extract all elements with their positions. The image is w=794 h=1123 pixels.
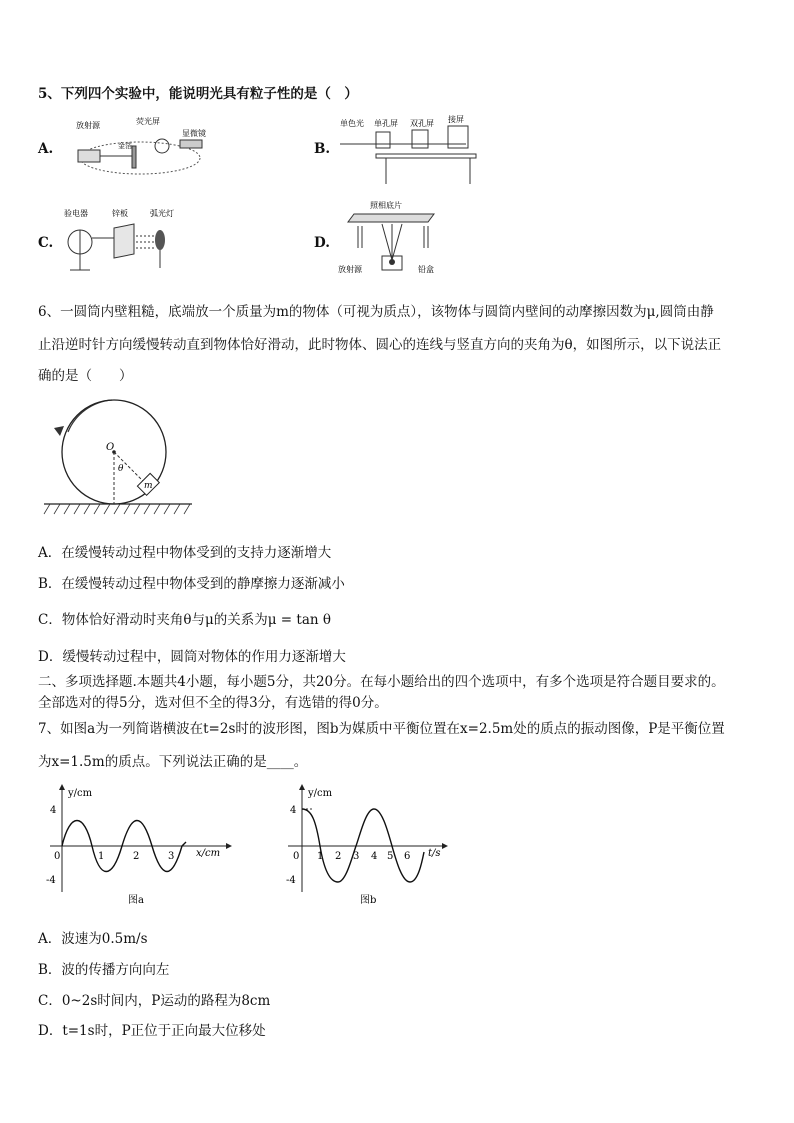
- q7-b-xlabel: t/s: [428, 848, 441, 859]
- q5-b-label-single-slit: 单孔屏: [374, 119, 398, 128]
- q5-b-label-double-slit: 双孔屏: [410, 119, 434, 128]
- q7-b-xtick-1: 1: [317, 851, 324, 862]
- q5-figure-d: [336, 198, 456, 278]
- q7-b-ytick-bottom: -4: [286, 875, 296, 886]
- q7-option-b[interactable]: B．波的传播方向向左: [38, 962, 170, 978]
- q5-b-label-light: 单色光: [340, 119, 364, 128]
- q7-figure-a: [46, 782, 236, 908]
- section2-heading-line1: 二、多项选择题.本题共4小题，每小题5分，共20分。在每小题给出的四个选项中，有多个选项是符合题目要求的。: [38, 674, 725, 690]
- q7-a-xtick-0: 0: [54, 851, 61, 862]
- q5-stem: 5、下列四个实验中，能说明光具有粒子性的是（ ）: [38, 86, 358, 102]
- q5-d-label-lead-box: 铅盒: [418, 265, 434, 274]
- q5-a-label-source: 放射源: [76, 121, 100, 130]
- q5-figure-b: [336, 114, 482, 186]
- q7-a-xtick-2: 2: [133, 851, 140, 862]
- q6-option-d[interactable]: D．缓慢转动过程中，圆筒对物体的作用力逐渐增大: [38, 649, 346, 665]
- q5-c-label-zinc: 锌板: [112, 209, 128, 218]
- q5-a-label-foil: 金箔: [118, 142, 132, 150]
- q7-option-d[interactable]: D．t=1s时，P正位于正向最大位移处: [38, 1023, 266, 1039]
- q5-d-label-film: 照相底片: [370, 201, 402, 210]
- q7-option-a[interactable]: A．波速为0.5m/s: [38, 931, 148, 947]
- q5-option-a-label[interactable]: A.: [38, 141, 54, 157]
- q6-stem-line1: 6、一圆筒内壁粗糙，底端放一个质量为m的物体（可视为质点），该物体与圆筒内壁间的动摩擦因数为μ,圆筒由静: [38, 304, 714, 320]
- q5-a-label-screen: 荧光屏: [136, 117, 160, 126]
- q5-d-label-source: 放射源: [338, 265, 362, 274]
- q5-figure-a: [70, 116, 220, 182]
- q7-figure-b: [284, 782, 452, 908]
- q5-option-b-label[interactable]: B.: [314, 141, 331, 157]
- q7-a-xlabel: x/cm: [196, 848, 221, 859]
- q6-stem-line2: 止沿逆时针方向缓慢转动直到物体恰好滑动，此时物体、圆心的连线与竖直方向的夹角为θ，如图所示，以下说法正: [38, 337, 722, 353]
- q6-angle-label: θ: [118, 464, 124, 474]
- q7-stem-line1: 7、如图a为一列简谐横波在t=2s时的波形图，图b为媒质中平衡位置在x=2.5m处的质点的振动图像，P是平衡位置: [38, 721, 725, 737]
- q7-a-ytick-top: 4: [50, 805, 57, 816]
- q7-b-xtick-0: 0: [293, 851, 300, 862]
- q6-option-a[interactable]: A．在缓慢转动过程中物体受到的支持力逐渐增大: [38, 545, 332, 561]
- q6-option-c[interactable]: C．物体恰好滑动时夹角θ与μ的关系为μ = tan θ: [38, 612, 331, 628]
- q7-b-ylabel: y/cm: [308, 788, 333, 799]
- q5-figure-c: [62, 206, 192, 276]
- q6-option-b[interactable]: B．在缓慢转动过程中物体受到的静摩擦力逐渐减小: [38, 576, 345, 592]
- q7-a-xtick-3: 3: [168, 851, 175, 862]
- q7-b-xtick-5: 5: [387, 851, 394, 862]
- q7-b-xtick-6: 6: [404, 851, 411, 862]
- q6-mass-label: m: [144, 481, 153, 491]
- q7-b-caption: 图b: [360, 895, 377, 906]
- q5-c-label-electroscope: 验电器: [64, 209, 88, 218]
- q7-b-xtick-3: 3: [353, 851, 360, 862]
- q6-center-label: O: [106, 442, 115, 453]
- q7-a-ylabel: y/cm: [68, 788, 93, 799]
- q7-a-caption: 图a: [128, 895, 144, 906]
- q7-option-c[interactable]: C．0~2s时间内，P运动的路程为8cm: [38, 993, 271, 1009]
- q5-a-label-microscope: 显微镜: [182, 129, 206, 138]
- q7-b-xtick-4: 4: [371, 851, 378, 862]
- q5-c-label-lamp: 弧光灯: [150, 209, 174, 218]
- q7-a-xtick-1: 1: [98, 851, 105, 862]
- q6-figure-cylinder: [38, 396, 198, 520]
- q7-b-ytick-top: 4: [290, 805, 297, 816]
- q7-stem-line2: 为x=1.5m的质点。下列说法正确的是____。: [38, 754, 308, 770]
- q5-option-c-label[interactable]: C.: [38, 235, 54, 251]
- q7-a-ytick-bottom: -4: [46, 875, 56, 886]
- q5-option-d-label[interactable]: D.: [314, 235, 330, 251]
- section2-heading-line2: 全部选对的得5分，选对但不全的得3分，有选错的得0分。: [38, 695, 388, 711]
- q7-b-xtick-2: 2: [335, 851, 342, 862]
- q6-stem-line3: 确的是（ ）: [38, 368, 133, 384]
- q5-b-label-screen: 接屏: [448, 115, 464, 124]
